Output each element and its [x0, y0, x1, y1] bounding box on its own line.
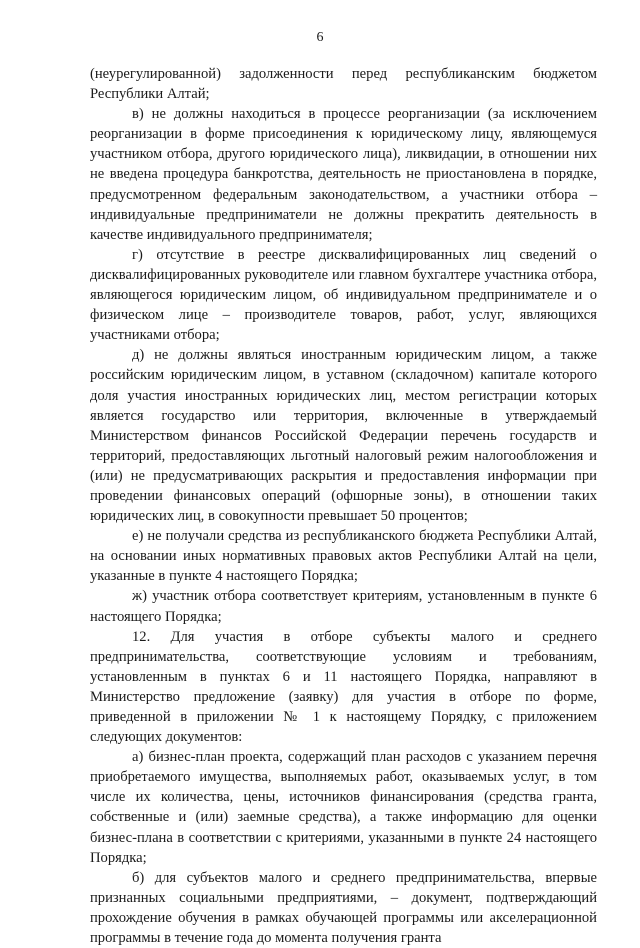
paragraph-item-b: б) для субъектов малого и среднего предпринимательства, впервые признанных социальными предприятиями, – документ, подтверждающий прохождение обучения в рамках обучающей программы или акселерационной программы в течение года до момента получения гранта [90, 869, 597, 947]
document-body [90, 64, 597, 948]
page-number: 6 [316, 30, 324, 45]
paragraph-item-a: а) бизнес-план проекта, содержащий план расходов с указанием перечня приобретаемого имущества, выполняемых работ, оказываемых услуг, в том числе их количества, цены, источников финансирования (средства гранта, собственные и (или) заемные средства), а также информацию для оценки бизнес-плана в соответствии с критериями, указанными в пункте 24 настоящего Порядка; [90, 749, 597, 866]
paragraph-item-v: в) не должны находиться в процессе реорганизации (за исключением реорганизации в форме присоединения к юридическому лицу, являющемуся участником отбора, другого юридического лица), ликвидации, в отношении них не введена процедура банкротства, деятельность не приостановлена в порядке, предусмотренном федеральным законодательством, а участники отбора – индивидуальные предприниматели не должны прекратить деятельность в качестве индивидуального предпринимателя; [90, 106, 597, 243]
paragraph-item-zh: ж) участник отбора соответствует критериям, установленным в пункте 6 настоящего Порядка; [90, 588, 597, 625]
paragraph-item-e: е) не получали средства из республиканского бюджета Республики Алтай, на основании иных нормативных правовых актов Республики Алтай на цели, указанные в пункте 4 настоящего Порядка; [90, 528, 597, 585]
paragraph-item-g: г) отсутствие в реестре дисквалифицированных лиц сведений о дисквалифицированных руководителе или главном бухгалтере участника отбора, являющегося юридическим лицом, об индивидуальном предпринимателе и о физическом лице – производителе товаров, работ, услуг, являющихся участниками отбора; [90, 246, 597, 344]
paragraph-continuation: (неурегулированной) задолженности перед республиканским бюджетом Республики Алтай; [90, 66, 597, 103]
paragraph-clause-12: 12. Для участия в отборе субъекты малого и среднего предпринимательства, соответствующие условиям и требованиям, установленным в пунктах 6 и 11 настоящего Порядка, направляют в Министерство предложение (заявку) для участия в отборе по форме, приведенной в приложении № 1 к настоящему Порядку, с приложением следующих документов: [90, 628, 597, 746]
paragraph-item-d: д) не должны являться иностранным юридическим лицом, а также российским юридическим лицом, в уставном (складочном) капитале которого доля участия иностранных юридических лиц, местом регистрации которых является государство или территория, включенные в утверждаемый Министерством финансов Российской Федерации перечень государств и территорий, предоставляющих льготный налоговый режим налогообложения и (или) не предусматривающих раскрытия и предоставления информации при проведении финансовых операций (офшорные зоны), в отношении таких юридических лиц, в совокупности превышает 50 процентов; [90, 347, 597, 525]
